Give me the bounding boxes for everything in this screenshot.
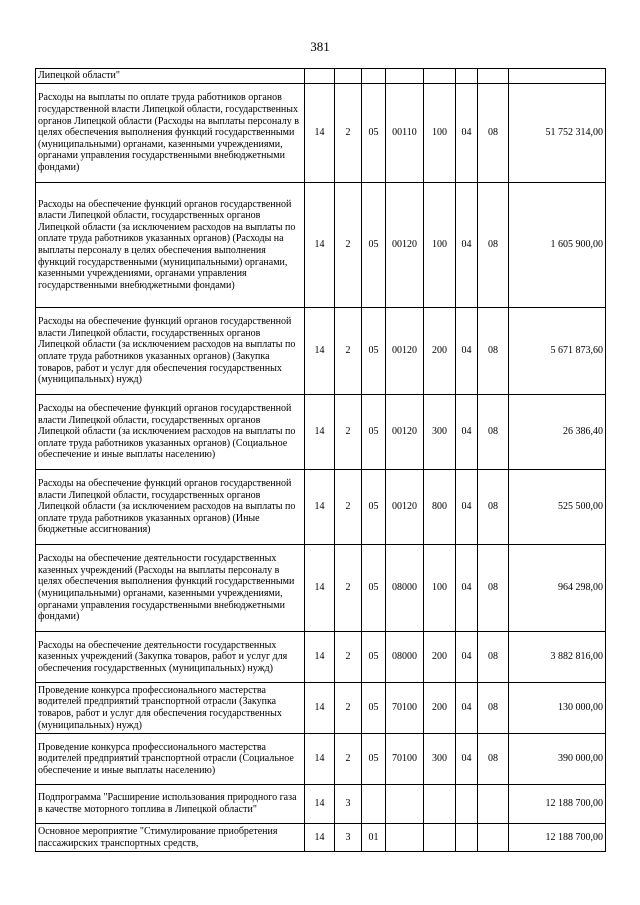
- cell-amount: [509, 69, 606, 84]
- row-name: Расходы на обеспечение деятельности государственных казенных учреждений (Закупка товаров, работ и услуг для обеспечения государственных (муниципальных) нужд): [36, 632, 305, 683]
- cell-amount: 3 882 816,00: [509, 632, 606, 683]
- cell-code-2: 2: [335, 734, 362, 785]
- table-row: [36, 734, 606, 785]
- cell-code-5: [424, 785, 456, 824]
- cell-code-1: 14: [305, 824, 335, 852]
- cell-code-5: 200: [424, 632, 456, 683]
- cell-code-2: 2: [335, 470, 362, 545]
- cell-code-3: 05: [362, 470, 386, 545]
- cell-code-7: 08: [478, 545, 509, 632]
- cell-code-2: 2: [335, 632, 362, 683]
- cell-amount: 130 000,00: [509, 683, 606, 734]
- cell-code-5: 100: [424, 84, 456, 183]
- budget-table: [35, 68, 606, 852]
- table-row: [36, 84, 606, 183]
- cell-code-2: 2: [335, 683, 362, 734]
- cell-code-1: 14: [305, 395, 335, 470]
- cell-code-6: 04: [456, 308, 478, 395]
- cell-amount: 12 188 700,00: [509, 824, 606, 852]
- row-name: Расходы на выплаты по оплате труда работников органов государственной власти Липецкой области, государственных органов Липецкой области (Расходы на выплаты персоналу в целях обеспечения выполнения функций государственными (муниципальными) органами, казенными учреждениями, органами управления государственными внебюджетными фондами): [36, 84, 305, 183]
- cell-code-7: 08: [478, 308, 509, 395]
- cell-code-2: 2: [335, 308, 362, 395]
- cell-code-7: 08: [478, 632, 509, 683]
- cell-code-4: 00120: [386, 395, 424, 470]
- cell-code-5: 200: [424, 683, 456, 734]
- cell-code-2: 2: [335, 545, 362, 632]
- cell-code-7: 08: [478, 470, 509, 545]
- cell-amount: 390 000,00: [509, 734, 606, 785]
- cell-code-6: 04: [456, 395, 478, 470]
- cell-code-4: 08000: [386, 632, 424, 683]
- cell-code-4: 00120: [386, 308, 424, 395]
- table-row: [36, 470, 606, 545]
- cell-code-5: 300: [424, 734, 456, 785]
- cell-code-1: 14: [305, 84, 335, 183]
- table-row: [36, 395, 606, 470]
- cell-code-6: [456, 69, 478, 84]
- row-name: Проведение конкурса профессионального мастерства водителей предприятий транспортной отрасли (Социальное обеспечение и иные выплаты населению): [36, 734, 305, 785]
- cell-code-2: 3: [335, 785, 362, 824]
- cell-code-6: 04: [456, 632, 478, 683]
- table-row: [36, 308, 606, 395]
- table-row: [36, 683, 606, 734]
- cell-amount: 51 752 314,00: [509, 84, 606, 183]
- row-name: Расходы на обеспечение функций органов государственной власти Липецкой области, государственных органов Липецкой области (за исключением расходов на выплаты по оплате труда работников указанных органов) (Иные бюджетные ассигнования): [36, 470, 305, 545]
- page-number: 381: [310, 39, 330, 54]
- cell-code-7: 08: [478, 683, 509, 734]
- cell-code-7: 08: [478, 395, 509, 470]
- row-name: Расходы на обеспечение функций органов государственной власти Липецкой области, государственных органов Липецкой области (за исключением расходов на выплаты по оплате труда работников указанных органов) (Социальное обеспечение и иные выплаты населению): [36, 395, 305, 470]
- cell-code-3: 05: [362, 545, 386, 632]
- row-name: Липецкой области": [36, 69, 305, 84]
- cell-code-6: 04: [456, 84, 478, 183]
- cell-amount: 964 298,00: [509, 545, 606, 632]
- cell-code-2: 2: [335, 183, 362, 308]
- cell-code-6: 04: [456, 470, 478, 545]
- cell-code-5: [424, 69, 456, 84]
- cell-code-7: [478, 69, 509, 84]
- cell-code-1: 14: [305, 632, 335, 683]
- cell-code-1: 14: [305, 785, 335, 824]
- cell-amount: 1 605 900,00: [509, 183, 606, 308]
- row-name: Основное мероприятие "Стимулирование приобретения пассажирских транспортных средств,: [36, 824, 305, 852]
- cell-code-3: 05: [362, 632, 386, 683]
- cell-code-4: 00120: [386, 183, 424, 308]
- cell-amount: 525 500,00: [509, 470, 606, 545]
- cell-code-1: 14: [305, 470, 335, 545]
- cell-code-1: 14: [305, 308, 335, 395]
- cell-code-4: 70100: [386, 683, 424, 734]
- cell-amount: 26 386,40: [509, 395, 606, 470]
- row-name: Подпрограмма "Расширение использования природного газа в качестве моторного топлива в Липецкой области": [36, 785, 305, 824]
- cell-code-5: 800: [424, 470, 456, 545]
- cell-code-3: 05: [362, 308, 386, 395]
- cell-code-3: 05: [362, 84, 386, 183]
- cell-code-6: [456, 824, 478, 852]
- cell-code-7: [478, 785, 509, 824]
- cell-code-1: 14: [305, 734, 335, 785]
- cell-code-4: 70100: [386, 734, 424, 785]
- cell-code-3: 01: [362, 824, 386, 852]
- cell-code-5: 200: [424, 308, 456, 395]
- cell-code-7: 08: [478, 183, 509, 308]
- cell-code-7: [478, 824, 509, 852]
- cell-code-1: 14: [305, 683, 335, 734]
- cell-amount: 12 188 700,00: [509, 785, 606, 824]
- cell-code-3: 05: [362, 734, 386, 785]
- cell-code-3: [362, 785, 386, 824]
- table-row: [36, 183, 606, 308]
- cell-code-3: 05: [362, 183, 386, 308]
- cell-code-4: [386, 824, 424, 852]
- table-row: [36, 545, 606, 632]
- cell-code-6: [456, 785, 478, 824]
- cell-code-4: 00120: [386, 470, 424, 545]
- cell-code-3: [362, 69, 386, 84]
- cell-code-6: 04: [456, 734, 478, 785]
- table-row: [36, 632, 606, 683]
- cell-code-6: 04: [456, 545, 478, 632]
- cell-code-5: [424, 824, 456, 852]
- cell-code-4: 08000: [386, 545, 424, 632]
- cell-code-5: 100: [424, 545, 456, 632]
- cell-code-2: [335, 69, 362, 84]
- cell-code-3: 05: [362, 395, 386, 470]
- cell-code-4: [386, 785, 424, 824]
- cell-amount: 5 671 873,60: [509, 308, 606, 395]
- table-row: [36, 69, 606, 84]
- row-name: Расходы на обеспечение деятельности государственных казенных учреждений (Расходы на выплаты персоналу в целях обеспечения выполнения функций государственными (муниципальными) органами, казенными учреждениями, органами управления государственными внебюджетными фондами): [36, 545, 305, 632]
- cell-code-5: 100: [424, 183, 456, 308]
- row-name: Расходы на обеспечение функций органов государственной власти Липецкой области, государственных органов Липецкой области (за исключением расходов на выплаты по оплате труда работников указанных органов) (Закупка товаров, работ и услуг для обеспечения государственных (муниципальных) нужд): [36, 308, 305, 395]
- cell-code-7: 08: [478, 734, 509, 785]
- row-name: Проведение конкурса профессионального мастерства водителей предприятий транспортной отрасли (Закупка товаров, работ и услуг для обеспечения государственных (муниципальных) нужд): [36, 683, 305, 734]
- cell-code-4: 00110: [386, 84, 424, 183]
- cell-code-6: 04: [456, 683, 478, 734]
- cell-code-2: 2: [335, 84, 362, 183]
- cell-code-1: 14: [305, 183, 335, 308]
- cell-code-2: 2: [335, 395, 362, 470]
- cell-code-4: [386, 69, 424, 84]
- cell-code-5: 300: [424, 395, 456, 470]
- table-row: [36, 785, 606, 824]
- cell-code-1: 14: [305, 545, 335, 632]
- cell-code-1: [305, 69, 335, 84]
- table-row: [36, 824, 606, 852]
- row-name: Расходы на обеспечение функций органов государственной власти Липецкой области, государственных органов Липецкой области (за исключением расходов на выплаты по оплате труда работников указанных органов) (Расходы на выплаты персоналу в целях обеспечения выполнения функций государственными (муниципальными) органами, казенными учреждениями, органами управления государственными внебюджетными фондами): [36, 183, 305, 308]
- cell-code-2: 3: [335, 824, 362, 852]
- cell-code-7: 08: [478, 84, 509, 183]
- cell-code-3: 05: [362, 683, 386, 734]
- cell-code-6: 04: [456, 183, 478, 308]
